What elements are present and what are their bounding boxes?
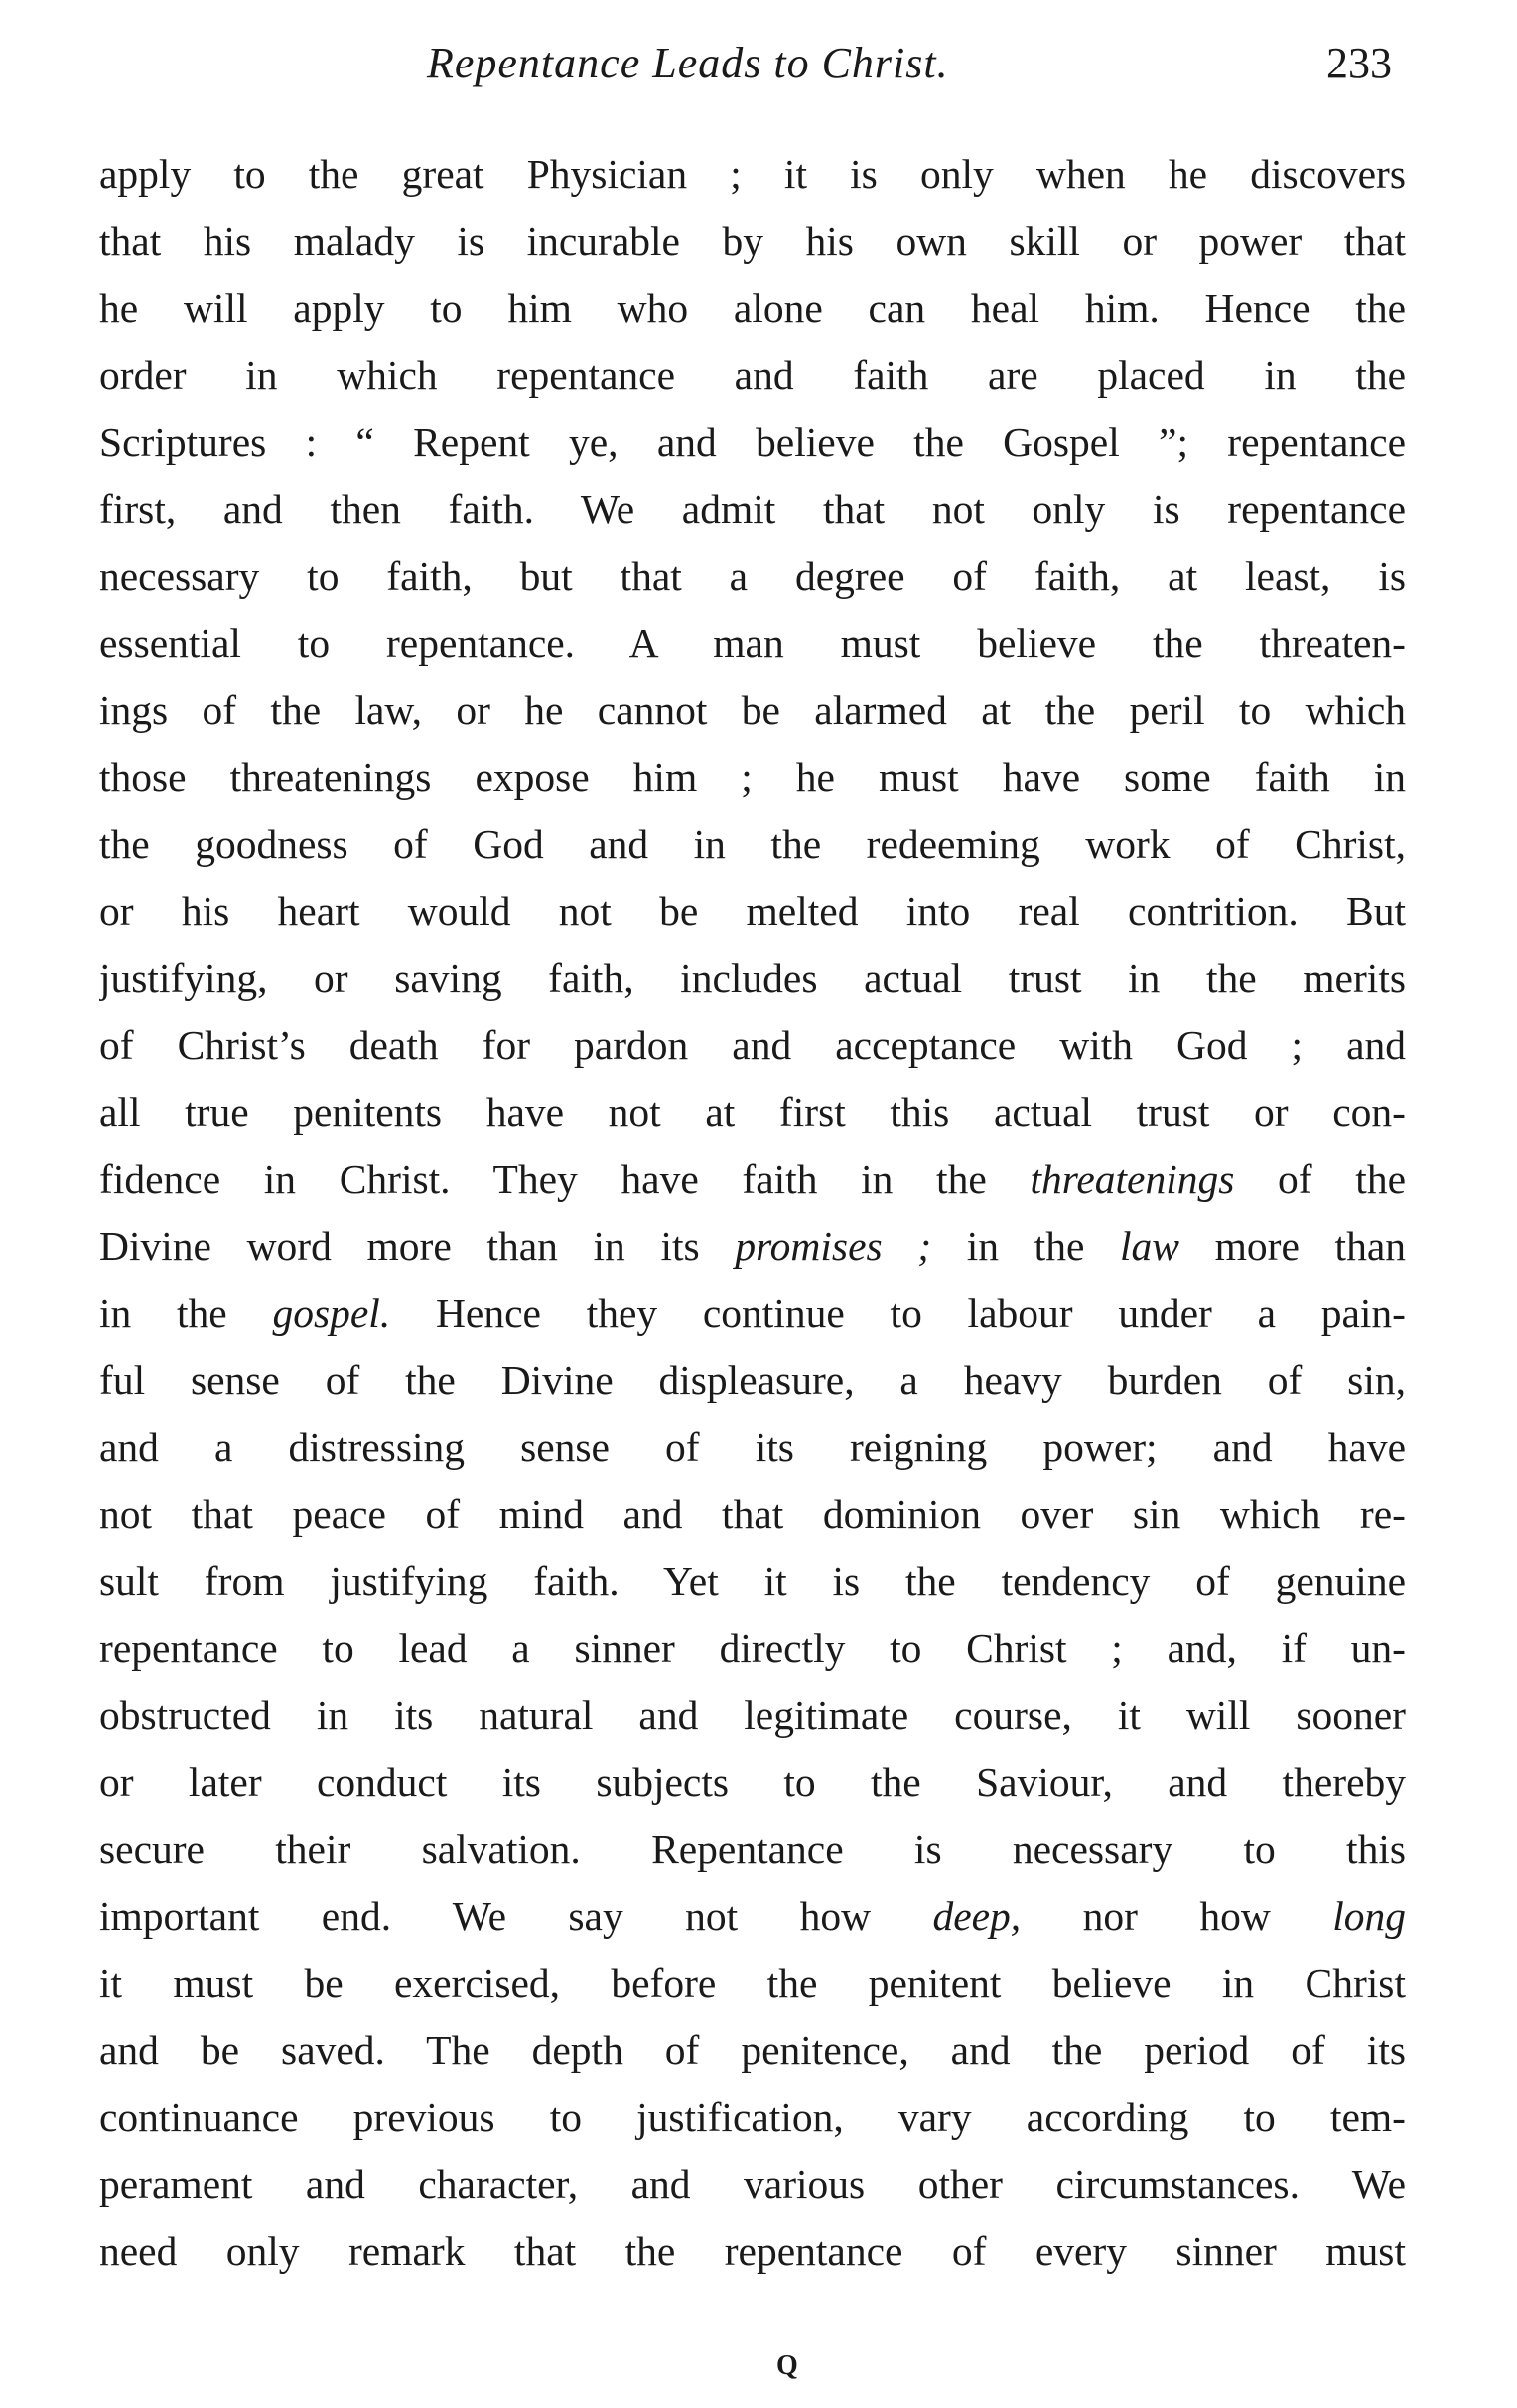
text-line bbox=[99, 2017, 1406, 2084]
text-line bbox=[99, 1213, 1406, 1280]
text-segment: in the bbox=[931, 1223, 1121, 1269]
text-line bbox=[99, 476, 1406, 544]
text-line bbox=[99, 945, 1406, 1012]
running-title: Repentance Leads to Christ. bbox=[427, 39, 949, 87]
text-segment: Scriptures : “ Repent ye, and believe the Gospel ”; repentance bbox=[99, 419, 1406, 465]
text-segment: essential to repentance. A man must believe the threaten- bbox=[99, 619, 1406, 666]
text-segment: justifying, or saving faith, includes actual trust in the merits bbox=[99, 955, 1406, 1001]
text-segment: apply to the great Physician ; it is only when he discovers bbox=[99, 151, 1406, 197]
text-line bbox=[99, 2151, 1406, 2218]
text-segment: those threatenings expose him ; he must have some faith in bbox=[99, 753, 1406, 800]
text-segment: nor how bbox=[1021, 1893, 1333, 1939]
text-segment: important end. We say not how bbox=[99, 1893, 933, 1939]
text-line bbox=[99, 543, 1406, 610]
text-line bbox=[99, 2218, 1406, 2286]
italic-phrase: long bbox=[1332, 1893, 1406, 1939]
italic-phrase: law bbox=[1120, 1223, 1179, 1269]
text-line bbox=[99, 811, 1406, 878]
text-segment: first, and then faith. We admit that not only is repentance bbox=[99, 485, 1406, 532]
text-line bbox=[99, 1950, 1406, 2018]
text-line bbox=[99, 1615, 1406, 1682]
text-line bbox=[99, 342, 1406, 410]
text-segment: repentance to lead a sinner directly to Christ ; and, if un- bbox=[99, 1625, 1406, 1671]
text-line bbox=[99, 409, 1406, 476]
text-segment: fidence in Christ. They have faith in the bbox=[99, 1155, 1031, 1202]
text-segment: ings of the law, or he cannot be alarmed at the peril to which bbox=[99, 687, 1406, 733]
text-line bbox=[99, 1481, 1406, 1548]
text-segment: Hence they continue to labour under a pain- bbox=[390, 1289, 1406, 1336]
text-segment: more than bbox=[1178, 1223, 1406, 1269]
text-segment: of Christ’s death for pardon and acceptance with God ; and bbox=[99, 1021, 1406, 1068]
text-line bbox=[99, 1548, 1406, 1616]
text-segment: not that peace of mind and that dominion over sin which re- bbox=[99, 1491, 1406, 1537]
italic-phrase: deep, bbox=[932, 1893, 1022, 1939]
text-segment: need only remark that the repentance of every sinner must bbox=[99, 2227, 1406, 2274]
text-segment: perament and character, and various other circumstances. We bbox=[99, 2161, 1406, 2207]
italic-phrase: threatenings bbox=[1030, 1155, 1235, 1202]
text-line bbox=[99, 1749, 1406, 1816]
italic-phrase: gospel. bbox=[272, 1289, 391, 1336]
text-segment: that his malady is incurable by his own skill or power that bbox=[99, 217, 1406, 264]
text-segment: continuance previous to justification, vary according to tem- bbox=[99, 2093, 1406, 2140]
text-line bbox=[99, 1280, 1406, 1348]
text-line bbox=[99, 2084, 1406, 2152]
text-segment: in the bbox=[99, 1289, 273, 1336]
text-line bbox=[99, 1414, 1406, 1482]
text-line bbox=[99, 1146, 1406, 1214]
text-line bbox=[99, 1347, 1406, 1414]
text-line bbox=[99, 1012, 1406, 1080]
text-line bbox=[99, 208, 1406, 276]
text-segment: order in which repentance and faith are placed in the bbox=[99, 351, 1406, 398]
text-line bbox=[99, 275, 1406, 342]
text-segment: the goodness of God and in the redeeming work of Christ, bbox=[99, 821, 1406, 867]
text-segment: all true penitents have not at first this actual trust or con- bbox=[99, 1089, 1406, 1135]
signature-mark: Q bbox=[776, 2350, 798, 2381]
text-line bbox=[99, 1079, 1406, 1146]
text-segment: Divine word more than in its bbox=[99, 1223, 736, 1269]
text-segment: or his heart would not be melted into real contrition. But bbox=[99, 887, 1406, 934]
text-segment: necessary to faith, but that a degree of faith, at least, is bbox=[99, 553, 1406, 599]
text-segment: and a distressing sense of its reigning power; and have bbox=[99, 1423, 1406, 1470]
page-number: 233 bbox=[1326, 39, 1392, 87]
text-segment: and be saved. The depth of penitence, and the period of its bbox=[99, 2027, 1406, 2073]
text-line bbox=[99, 744, 1406, 812]
text-segment: ful sense of the Divine displeasure, a heavy burden of sin, bbox=[99, 1357, 1406, 1403]
text-segment: or later conduct its subjects to the Saviour, and thereby bbox=[99, 1759, 1406, 1805]
text-segment: sult from justifying faith. Yet it is the tendency of genuine bbox=[99, 1557, 1406, 1604]
text-line bbox=[99, 610, 1406, 678]
text-segment: secure their salvation. Repentance is necessary to this bbox=[99, 1825, 1406, 1872]
text-line bbox=[99, 878, 1406, 946]
text-segment: he will apply to him who alone can heal him. Hence the bbox=[99, 285, 1406, 331]
text-line bbox=[99, 1682, 1406, 1750]
text-segment: obstructed in its natural and legitimate course, it will sooner bbox=[99, 1691, 1406, 1738]
italic-phrase: promises ; bbox=[735, 1223, 932, 1269]
text-segment: of the bbox=[1234, 1155, 1406, 1202]
text-line bbox=[99, 141, 1406, 208]
body-text bbox=[99, 141, 1406, 2285]
text-line bbox=[99, 1883, 1406, 1950]
text-line bbox=[99, 677, 1406, 744]
text-line bbox=[99, 1816, 1406, 1884]
text-segment: it must be exercised, before the penitent believe in Christ bbox=[99, 1959, 1406, 2006]
